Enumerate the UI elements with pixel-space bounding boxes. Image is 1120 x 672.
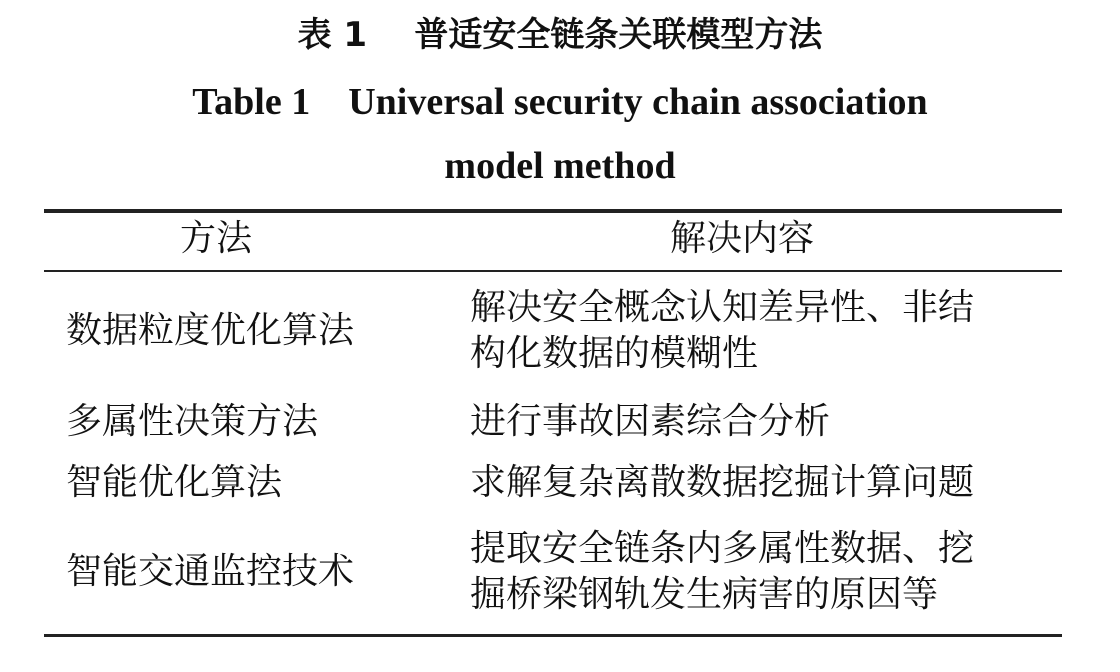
column-header-method: 方法 <box>180 218 253 259</box>
method-cell: 智能优化算法 <box>66 462 283 503</box>
method-cell: 智能交通监控技术 <box>66 551 355 592</box>
table-bottom-rule <box>44 634 1062 637</box>
content-cell-line-1: 进行事故因素综合分析 <box>470 401 831 442</box>
method-cell: 数据粒度优化算法 <box>66 310 355 351</box>
table-header-rule <box>44 270 1062 272</box>
caption-chinese: 表 1 普适安全链条关联模型方法 <box>297 15 823 55</box>
method-cell: 多属性决策方法 <box>66 401 319 442</box>
column-header-content: 解决内容 <box>670 218 815 259</box>
content-cell-line-1: 提取安全链条内多属性数据、挖 <box>470 528 975 569</box>
content-cell-line-1: 解决安全概念认知差异性、非结 <box>470 287 975 328</box>
content-cell-line-2: 掘桥梁钢轨发生病害的原因等 <box>470 574 939 615</box>
content-cell-line-1: 求解复杂离散数据挖掘计算问题 <box>470 462 975 503</box>
caption-english-line-2: model method <box>444 145 676 187</box>
table-top-rule <box>44 209 1062 213</box>
content-cell-line-2: 构化数据的模糊性 <box>470 333 759 374</box>
caption-english-line-1: Table 1 Universal security chain association <box>192 81 928 123</box>
